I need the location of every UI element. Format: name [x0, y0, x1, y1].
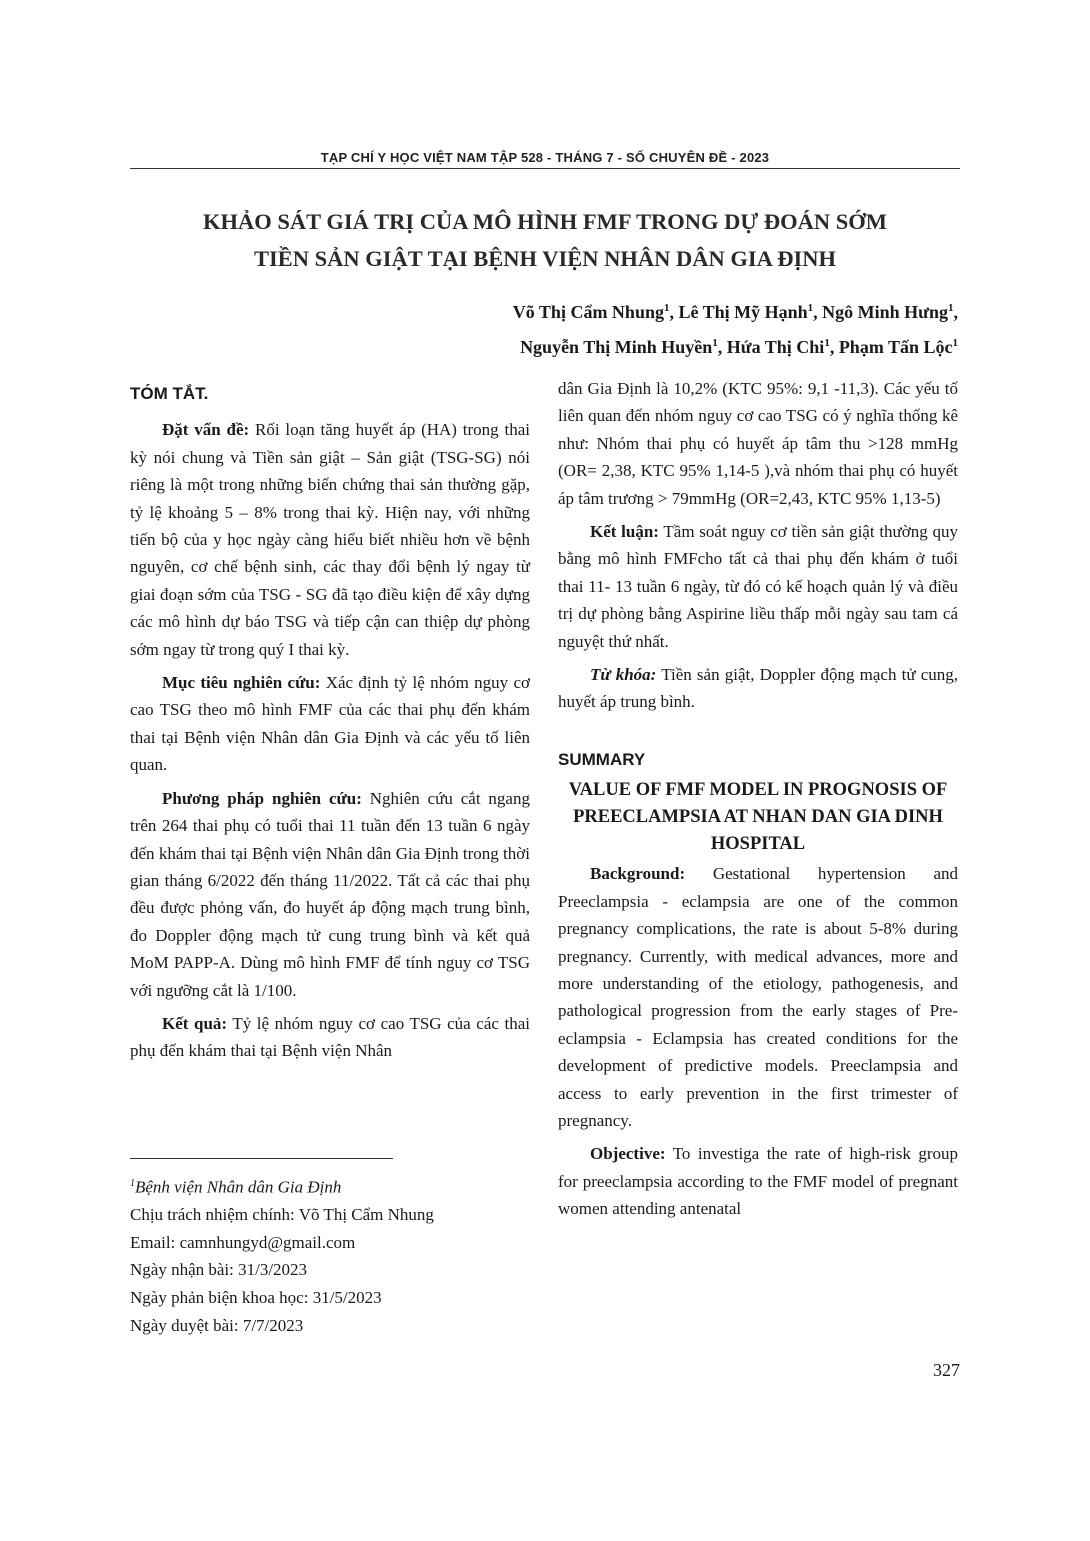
author-name: Ngô Minh Hưng	[822, 302, 948, 322]
abstract-results-label: Kết quả:	[162, 1013, 228, 1033]
author-name: Phạm Tấn Lộc	[838, 337, 953, 357]
abstract-results-continued: dân Gia Định là 10,2% (KTC 95%: 9,1 -11,3). Các yếu tố liên quan đến nhóm nguy cơ cao TSG có ý nghĩa thống kê như: Nhóm thai phụ có huyết áp tâm thu >128 mmHg (OR= 2,38, KTC 95% 1,14-5 ),và nhóm thai phụ có huyết áp tâm trương > 79mmHg (OR=2,43, KTC 95% 1,13-5)	[558, 379, 958, 508]
author-separator: ,	[813, 302, 823, 322]
summary-objective-text: To investiga the rate of high-risk group for preeclampsia according to the FMF model of pregnant women attending antenatal	[558, 1144, 958, 1219]
author-list	[258, 293, 958, 363]
abstract-conclusion-label: Kết luận:	[590, 522, 659, 542]
footnote-rule	[130, 1158, 393, 1159]
summary-background	[558, 860, 958, 1134]
abstract-heading: TÓM TẮT.	[130, 384, 209, 403]
abstract-objective-text: Xác định tỷ lệ nhóm nguy cơ cao TSG theo mô hình FMF của các thai phụ đến khám thai tại Bệnh viện Nhân dân Gia Định và các yếu tố liên quan.	[130, 673, 530, 775]
summary-objective-label: Objective:	[590, 1144, 666, 1164]
paper-title	[130, 203, 960, 277]
footnote-affiliation-mark: 1	[130, 1178, 135, 1189]
abstract-keywords	[558, 661, 958, 716]
header-rule	[130, 168, 960, 169]
author-line-1	[258, 293, 958, 328]
author-name: Lê Thị Mỹ Hạnh	[678, 302, 808, 322]
footnote-reviewed: Ngày phản biện khoa học: 31/5/2023	[130, 1288, 382, 1308]
abstract-conclusion	[558, 518, 958, 655]
author-affiliation-mark: 1	[663, 302, 670, 314]
summary-background-text: Gestational hypertension and Preeclampsia - eclampsia are one of the common pregnancy complications, the rate is about 5-8% during pregnancy. Currently, with medical advances, more and more understanding of the etiology, pathogenesis, and pathological progression from the early stages of Pre-eclampsia - Eclampsia has created conditions for the development of predictive models. Preeclampsia and access to early prevention in the first trimester of pregnancy.	[558, 864, 958, 1130]
footnote-accepted: Ngày duyệt bài: 7/7/2023	[130, 1315, 304, 1335]
author-affiliation-mark: 1	[948, 302, 954, 314]
page-number: 327	[933, 1360, 960, 1380]
abstract-results-text: Tỷ lệ nhóm nguy cơ cao TSG của các thai phụ đến khám thai tại Bệnh viện Nhân	[130, 1013, 530, 1061]
left-column	[130, 375, 530, 1071]
author-separator: ,	[829, 337, 839, 357]
title-line-2: TIỀN SẢN GIẬT TẠI BỆNH VIỆN NHÂN DÂN GIA ĐỊNH	[253, 246, 836, 271]
abstract-keywords-text: Tiền sản giật, Doppler động mạch tử cung, huyết áp trung bình.	[558, 665, 958, 712]
abstract-methods-text: Nghiên cứu cắt ngang trên 264 thai phụ có tuổi thai 11 tuần đến 13 tuần 6 ngày đến khám thai tại Bệnh viện Nhân dân Gia Định trong thời gian tháng 6/2022 đến tháng 11/2022. Tất cả các thai phụ đều được phỏng vấn, đo huyết áp động mạch trung bình, đo Doppler động mạch tử cung trung bình và kết quả MoM PAPP-A. Dùng mô hình FMF để tính nguy cơ TSG với ngưỡng cắt là 1/100.	[130, 788, 530, 1000]
footnote	[130, 1170, 550, 1339]
footnote-received: Ngày nhận bài: 31/3/2023	[130, 1260, 308, 1280]
summary-heading: SUMMARY	[558, 749, 646, 769]
author-affiliation-mark: 1	[807, 302, 814, 314]
author-separator: ,	[953, 302, 958, 322]
footnote-email: Email: camnhungyd@gmail.com	[130, 1232, 356, 1252]
abstract-results	[130, 1010, 530, 1065]
abstract-background-label: Đặt vấn đề:	[162, 420, 250, 440]
author-affiliation-mark: 1	[824, 337, 830, 349]
abstract-objective	[130, 669, 530, 779]
author-name: Võ Thị Cẩm Nhung	[512, 302, 664, 322]
author-name: Nguyễn Thị Minh Huyền	[520, 337, 713, 357]
author-separator: ,	[669, 302, 679, 322]
abstract-methods-label: Phương pháp nghiên cứu:	[162, 788, 362, 808]
summary-background-label: Background:	[590, 864, 686, 884]
author-separator: ,	[717, 337, 727, 357]
footnote-corresponding: Chịu trách nhiệm chính: Võ Thị Cẩm Nhung	[130, 1205, 434, 1225]
abstract-conclusion-text: Tầm soát nguy cơ tiền sản giật thường quy bằng mô hình FMFcho tất cả thai phụ đến khám ở tuổi thai 11- 13 tuần 6 ngày, từ đó có kế hoạch quản lý và điều trị dự phòng bằng Aspirine liều thấp mỗi ngày sau tam cá nguyệt thứ nhất.	[558, 522, 958, 651]
footnote-affiliation-text: Bệnh viện Nhân dân Gia Định	[135, 1177, 342, 1197]
right-column	[558, 375, 958, 1229]
summary-title: VALUE OF FMF MODEL IN PROGNOSIS OF PREECLAMPSIA AT NHAN DAN GIA DINH HOSPITAL	[568, 780, 948, 855]
title-line-1: KHẢO SÁT GIÁ TRỊ CỦA MÔ HÌNH FMF TRONG DỰ ĐOÁN SỚM	[203, 209, 887, 234]
abstract-background	[130, 416, 530, 663]
footnote-affiliation	[130, 1170, 550, 1201]
abstract-objective-label: Mục tiêu nghiên cứu:	[162, 673, 321, 693]
abstract-methods	[130, 785, 530, 1004]
author-affiliation-mark: 1	[952, 337, 958, 349]
author-name: Hứa Thị Chi	[726, 337, 825, 357]
author-affiliation-mark: 1	[712, 337, 718, 349]
journal-header: TẠP CHÍ Y HỌC VIỆT NAM TẬP 528 - THÁNG 7 - SỐ CHUYÊN ĐỀ - 2023	[320, 150, 770, 165]
author-line-2	[258, 328, 958, 363]
summary-objective	[558, 1140, 958, 1222]
abstract-background-text: Rối loạn tăng huyết áp (HA) trong thai kỳ nói chung và Tiền sản giật – Sản giật (TSG-SG) nói riêng là một trong những biến chứng thai sản thường gặp, tỷ lệ khoảng 5 – 8% trong thai kỳ. Hiện nay, với những tiến bộ của y học ngày càng hiểu biết nhiều hơn về bệnh nguyên, cơ chế bệnh sinh, các thay đổi bệnh lý ngay từ giai đoạn sớm của TSG - SG đã tạo điều kiện để xây dựng các mô hình dự báo TSG và tiếp cận can thiệp dự phòng sớm ngay từ trong quý I thai kỳ.	[130, 420, 530, 659]
abstract-keywords-label: Từ khóa:	[590, 665, 657, 685]
